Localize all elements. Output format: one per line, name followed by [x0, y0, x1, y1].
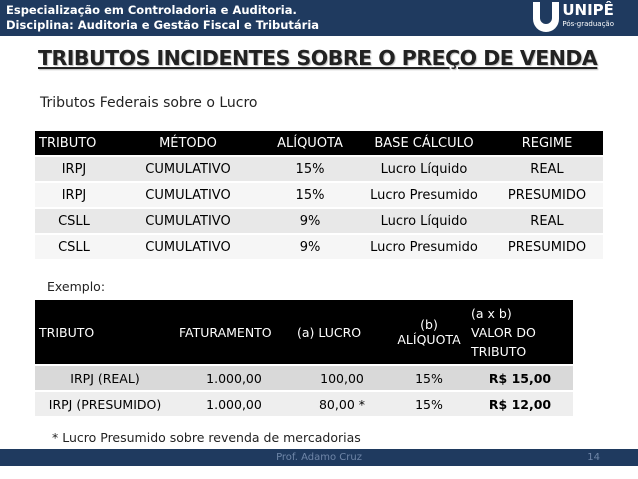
col-header-aliquota: (b) ALÍQUOTA — [391, 300, 467, 365]
table-cell: R$ 15,00 — [467, 365, 573, 391]
header-bar — [0, 0, 638, 36]
table-cell: REAL — [491, 208, 603, 234]
table-cell: REAL — [491, 156, 603, 182]
table-cell: 1.000,00 — [175, 365, 293, 391]
col-header-base-calculo: BASE CÁLCULO — [357, 131, 491, 156]
table-row — [35, 156, 603, 182]
logo-subtext: Pós-graduação — [562, 20, 614, 28]
col-header-regime: REGIME — [491, 131, 603, 156]
table-row — [35, 391, 573, 416]
table-cell: PRESUMIDO — [491, 182, 603, 208]
table-cell: 9% — [263, 208, 357, 234]
table-header-row — [35, 131, 603, 156]
table-cell: 15% — [263, 156, 357, 182]
table-cell: 15% — [391, 391, 467, 416]
col-header-lucro: (a) LUCRO — [293, 300, 391, 365]
logo-u-icon — [533, 2, 559, 32]
unipe-logo — [533, 2, 614, 32]
table-cell: Lucro Presumido — [357, 234, 491, 259]
col-header-faturamento: FATURAMENTO — [175, 300, 293, 365]
table-cell: 15% — [391, 365, 467, 391]
example-table — [35, 300, 573, 416]
col-header-tributo: TRIBUTO — [35, 300, 175, 365]
table-cell: Lucro Líquido — [357, 156, 491, 182]
footnote: * Lucro Presumido sobre revenda de mercadorias — [52, 430, 361, 445]
table-cell: IRPJ (PRESUMIDO) — [35, 391, 175, 416]
table-cell: Lucro Líquido — [357, 208, 491, 234]
table-row — [35, 208, 603, 234]
table-cell: 9% — [263, 234, 357, 259]
table-cell: IRPJ (REAL) — [35, 365, 175, 391]
slide-subtitle: Tributos Federais sobre o Lucro — [40, 95, 258, 111]
federal-taxes-table — [35, 131, 603, 259]
table-cell: 1.000,00 — [175, 391, 293, 416]
table-cell: CUMULATIVO — [113, 234, 263, 259]
footer-author: Prof. Adamo Cruz — [276, 452, 362, 463]
table-cell: CSLL — [35, 234, 113, 259]
col-header-aliquota: ALÍQUOTA — [263, 131, 357, 156]
table-cell: CUMULATIVO — [113, 182, 263, 208]
discipline-title: Disciplina: Auditoria e Gestão Fiscal e Tributária — [6, 18, 320, 32]
table-cell: Lucro Presumido — [357, 182, 491, 208]
col-header-valor-tributo: (a x b) VALOR DO TRIBUTO — [467, 300, 573, 365]
table-cell: IRPJ — [35, 156, 113, 182]
table-row — [35, 365, 573, 391]
table-cell: CUMULATIVO — [113, 156, 263, 182]
logo-text: UNIPÊ — [562, 1, 614, 19]
course-title: Especialização em Controladoria e Auditoria. — [6, 3, 297, 17]
table-cell: IRPJ — [35, 182, 113, 208]
table-cell: R$ 12,00 — [467, 391, 573, 416]
table-row — [35, 182, 603, 208]
table-row — [35, 234, 603, 259]
table-cell: 80,00 * — [293, 391, 391, 416]
slide-title: TRIBUTOS INCIDENTES SOBRE O PREÇO DE VENDA — [38, 46, 598, 70]
table-cell: PRESUMIDO — [491, 234, 603, 259]
table-cell: 100,00 — [293, 365, 391, 391]
col-header-metodo: MÉTODO — [113, 131, 263, 156]
table-header-row — [35, 300, 573, 365]
table-cell: CUMULATIVO — [113, 208, 263, 234]
table-cell: 15% — [263, 182, 357, 208]
example-label: Exemplo: — [47, 279, 106, 294]
col-header-tributo: TRIBUTO — [35, 131, 113, 156]
page-number: 14 — [587, 452, 600, 463]
table-cell: CSLL — [35, 208, 113, 234]
